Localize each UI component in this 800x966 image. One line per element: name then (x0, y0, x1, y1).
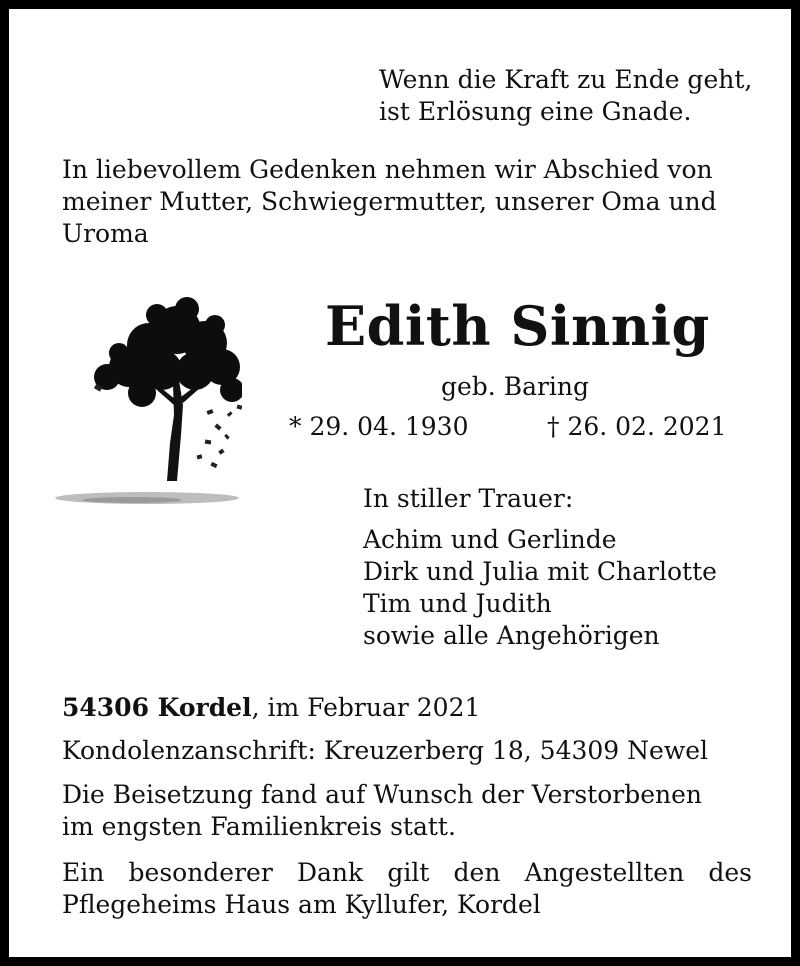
quote-line-1: Wenn die Kraft zu Ende geht, (379, 65, 753, 94)
mourning-title: In stiller Trauer: (363, 484, 574, 513)
mourner-item: sowie alle Angehörigen (363, 621, 660, 650)
intro-line-3: Uroma (62, 219, 149, 248)
thanks-note (62, 857, 752, 921)
mourner-item: Achim und Gerlinde (363, 525, 617, 554)
funeral-line-1: Die Beisetzung fand auf Wunsch der Verstorbenen (62, 780, 702, 809)
mourners-list (363, 524, 717, 652)
quote-line-2: ist Erlösung eine Gnade. (379, 97, 692, 126)
mourner-item: Dirk und Julia mit Charlotte (363, 557, 717, 586)
mourner-item: Tim und Judith (363, 589, 552, 618)
tree-icon (37, 285, 242, 515)
deceased-name: Edith Sinnig (325, 294, 710, 358)
intro-line-2: meiner Mutter, Schwiegermutter, unserer Oma und (62, 187, 717, 216)
quote (379, 64, 752, 128)
funeral-note (62, 779, 752, 843)
intro-line-1: In liebevollem Gedenken nehmen wir Abschied von (62, 155, 713, 184)
intro-text (62, 154, 752, 250)
death-date: † 26. 02. 2021 (547, 412, 727, 441)
place-and-date (62, 692, 480, 724)
condolence-address: Kondolenzanschrift: Kreuzerberg 18, 54309 Newel (62, 736, 709, 765)
thanks-line-2: Pflegeheims Haus am Kyllufer, Kordel (62, 890, 541, 919)
funeral-line-2: im engsten Familienkreis statt. (62, 812, 456, 841)
birth-name: geb. Baring (441, 372, 590, 401)
place-location: 54306 Kordel (62, 693, 252, 722)
thanks-line-1: Ein besonderer Dank gilt den Angestellten des (62, 858, 752, 887)
birth-date: * 29. 04. 1930 (289, 412, 469, 441)
place-date: , im Februar 2021 (251, 693, 481, 722)
